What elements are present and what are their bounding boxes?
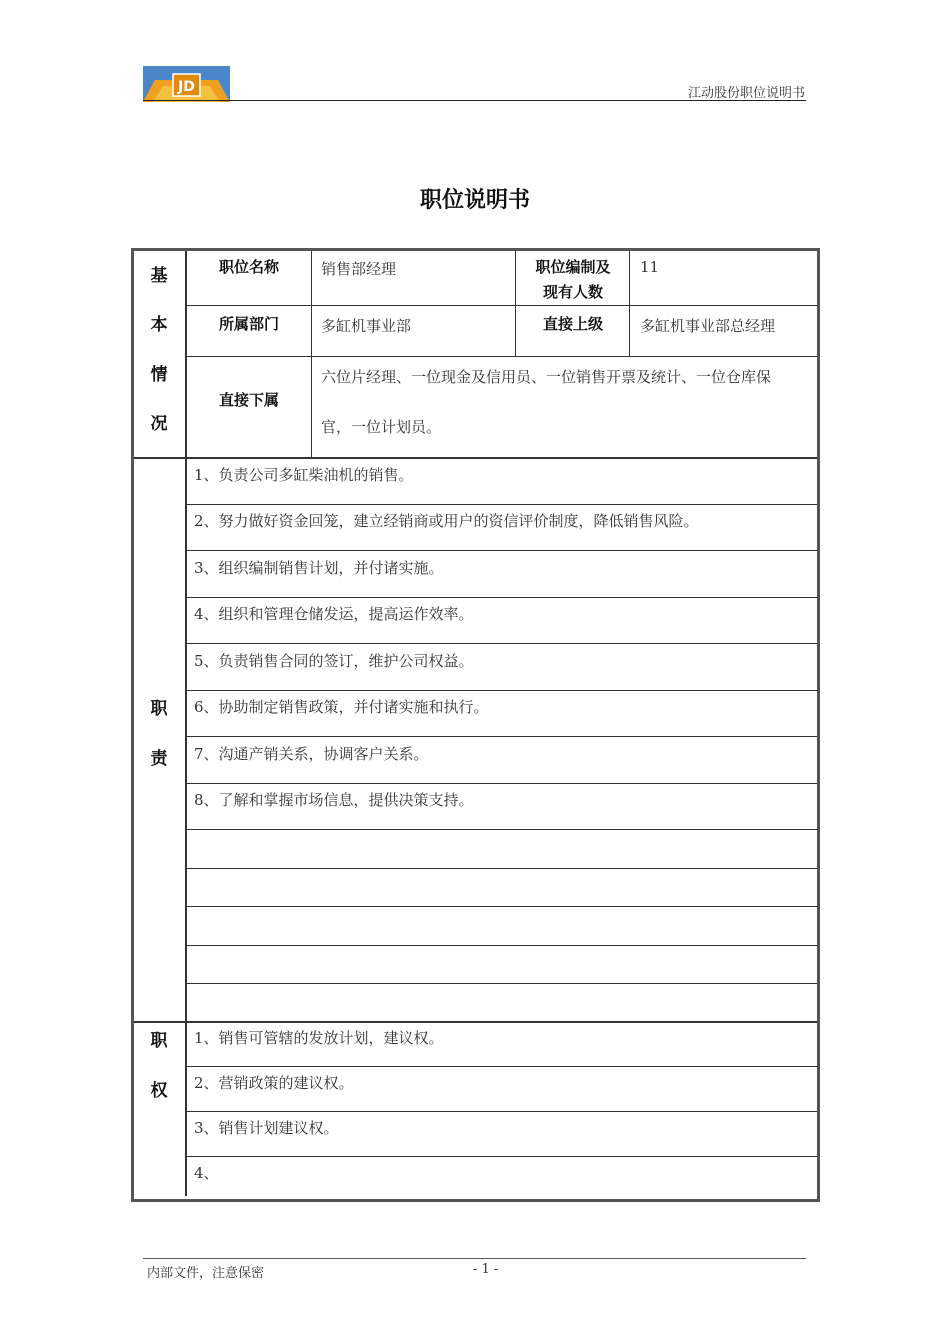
duty-row-line: [185, 550, 817, 551]
page-number: - 1 -: [473, 1262, 499, 1277]
footer-confidential: 内部文件，注意保密: [147, 1266, 265, 1281]
headcount-value: 11: [640, 258, 660, 276]
authority-row-line: [185, 1066, 817, 1067]
section-char: 基: [150, 266, 168, 286]
duty-item: 1、负责公司多缸柴油机的销售。: [194, 466, 414, 484]
duty-item: 4、组织和管理仓储发运，提高运作效率。: [194, 605, 474, 623]
duty-row-line: [185, 783, 817, 784]
grid-line: [311, 251, 312, 458]
duty-row-line: [185, 643, 817, 644]
grid-line: [185, 356, 817, 357]
duty-row-line: [185, 597, 817, 598]
company-logo: [143, 66, 230, 102]
subordinate-label: 直接下属: [218, 391, 279, 409]
header-divider: [143, 100, 806, 101]
superior-value: 多缸机事业部总经理: [640, 317, 776, 335]
logo-lettering: JD: [178, 79, 195, 95]
duty-row-line: [185, 504, 817, 505]
duty-row-line: [185, 736, 817, 737]
section-char: 权: [150, 1081, 168, 1101]
duty-row-line: [185, 829, 817, 830]
page-title: 职位说明书: [419, 188, 530, 213]
header-doc-series: 江动股份职位说明书: [687, 86, 805, 101]
duty-row-line: [185, 983, 817, 984]
authority-item: 1、销售可管辖的发放计划，建议权。: [194, 1029, 444, 1047]
headcount-label: [517, 255, 629, 305]
duty-row-line: [185, 945, 817, 946]
department-label: 所属部门: [218, 315, 279, 333]
duty-item: 6、协助制定销售政策，并付诸实施和执行。: [194, 698, 489, 716]
grid-line: [515, 251, 516, 357]
duty-row-line: [185, 906, 817, 907]
section-divider: [134, 1021, 817, 1023]
section-char: 职: [150, 699, 168, 719]
headcount-label-line-1: 职位编制及: [535, 258, 611, 276]
subordinate-value-line-1: 六位片经理、一位现金及信用员、一位销售开票及统计、一位仓库保: [321, 368, 772, 386]
section-char: 况: [150, 414, 168, 434]
duty-row-line: [185, 868, 817, 869]
footer-divider: [143, 1258, 806, 1259]
subordinate-value-line-2: 官，一位计划员。: [321, 418, 442, 436]
section-label-duties: [141, 694, 177, 769]
section-label-authority: [141, 1026, 177, 1101]
section-divider: [134, 457, 817, 459]
section-char: 情: [150, 365, 168, 385]
duty-item: 8、了解和掌握市场信息，提供决策支持。: [194, 791, 474, 809]
duty-row-line: [185, 690, 817, 691]
headcount-label-line-2: 现有人数: [542, 283, 603, 301]
position-name-value: 销售部经理: [321, 260, 397, 278]
grid-line: [629, 251, 630, 357]
authority-item: 3、销售计划建议权。: [194, 1119, 339, 1137]
section-char: 本: [150, 315, 168, 335]
grid-line: [185, 305, 817, 306]
duty-item: 7、沟通产销关系，协调客户关系。: [194, 745, 429, 763]
department-value: 多缸机事业部: [321, 317, 412, 335]
authority-row-line: [185, 1156, 817, 1157]
duty-item: 5、负责销售合同的签订，维护公司权益。: [194, 652, 474, 670]
section-label-basic: [141, 261, 177, 434]
authority-row-line: [185, 1111, 817, 1112]
position-name-label: 职位名称: [218, 258, 279, 276]
duty-item: 2、努力做好资金回笼，建立经销商或用户的资信评价制度，降低销售风险。: [194, 512, 699, 530]
section-char: 职: [150, 1031, 168, 1051]
duty-item: 3、组织编制销售计划，并付诸实施。: [194, 559, 444, 577]
authority-item: 2、营销政策的建议权。: [194, 1074, 354, 1092]
superior-label: 直接上级: [542, 315, 603, 333]
section-char: 责: [150, 749, 168, 769]
authority-item: 4、: [194, 1164, 219, 1182]
job-description-table: [131, 248, 820, 1202]
